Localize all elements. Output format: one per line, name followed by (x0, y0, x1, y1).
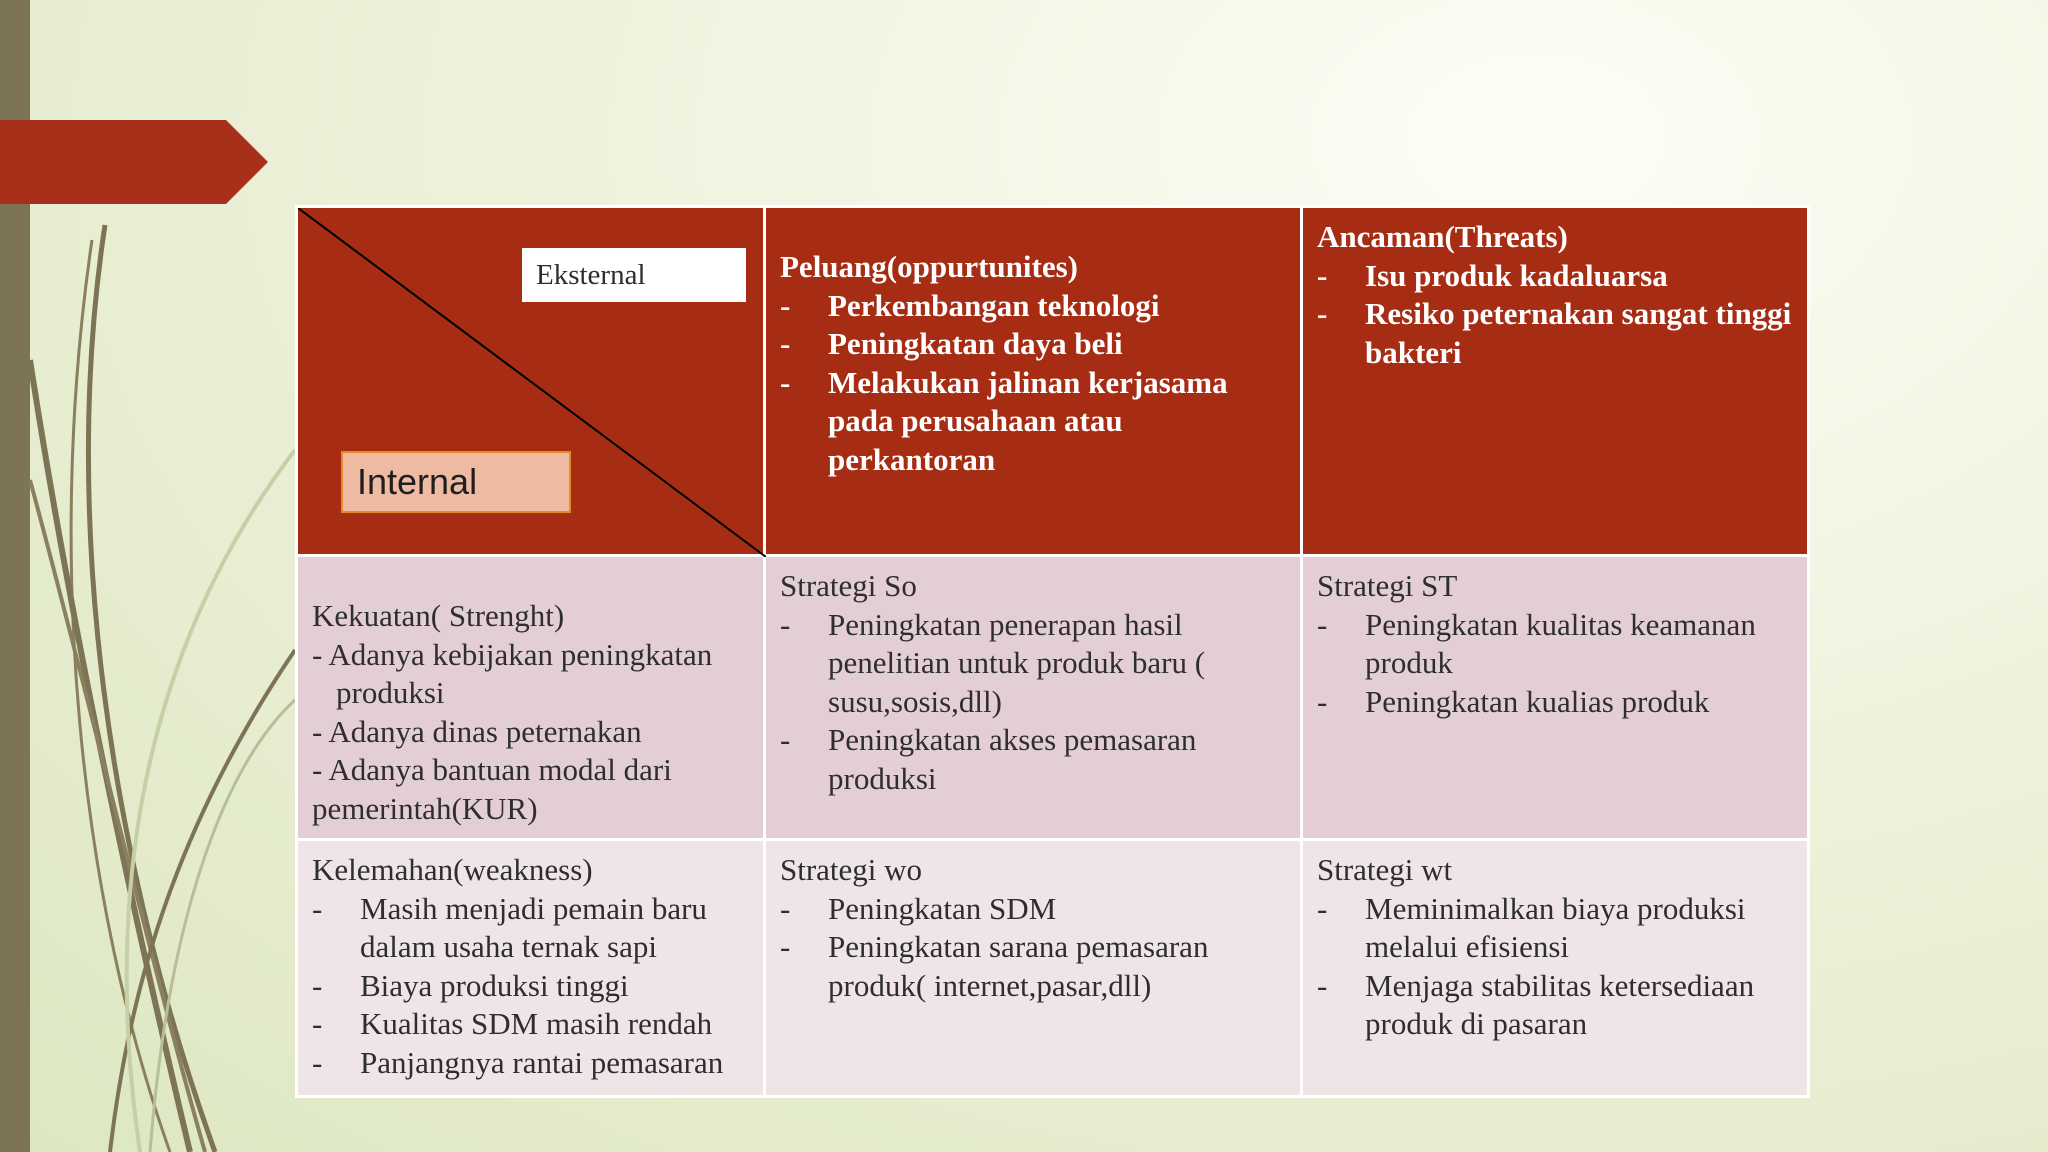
opportunities-cell (765, 207, 1302, 556)
opportunities-list (780, 287, 1286, 480)
strategy-st-list (1317, 606, 1793, 722)
strategy-so-cell (765, 556, 1302, 840)
list-item: - Perkembangan teknologi (780, 287, 1286, 326)
list-item: - Peningkatan penerapan hasil penelitian untuk produk baru ( susu,sosis,dll) (780, 606, 1286, 722)
list-item: - Peningkatan kualitas keamanan produk (1317, 606, 1793, 683)
weaknesses-title: Kelemahan(weakness) (312, 852, 593, 887)
weaknesses-cell (297, 840, 765, 1097)
list-item: - Peningkatan sarana pemasaran produk( internet,pasar,dll) (780, 928, 1286, 1005)
list-item: - Kualitas SDM masih rendah (312, 1005, 749, 1044)
list-item: - Masih menjadi pemain baru dalam usaha ternak sapi (312, 890, 749, 967)
list-item: - Peningkatan SDM (780, 890, 1286, 929)
strengths-line: - Adanya kebijakan peningkatan (312, 636, 713, 672)
strengths-line: - Adanya dinas peternakan (312, 713, 642, 749)
list-item: - Melakukan jalinan kerjasama pada perusahaan atau perkantoran (780, 364, 1286, 480)
strategy-wt-cell (1302, 840, 1809, 1097)
strengths-line: - Adanya bantuan modal dari (312, 752, 672, 787)
strategy-wo-title: Strategi wo (780, 852, 923, 887)
opportunities-title: Peluang(oppurtunites) (780, 249, 1078, 284)
list-item: - Peningkatan daya beli (780, 325, 1286, 364)
threats-cell (1302, 207, 1809, 556)
strategy-wo-list (780, 890, 1286, 1006)
strategy-wt-list (1317, 890, 1793, 1044)
strategy-st-title: Strategi ST (1317, 568, 1458, 603)
list-item: - Panjangnya rantai pemasaran (312, 1044, 749, 1083)
title-arrow-banner (0, 120, 268, 204)
threats-list (1317, 257, 1793, 373)
swot-table (295, 205, 1810, 1098)
list-item: - Peningkatan akses pemasaran produksi (780, 721, 1286, 798)
strengths-line: produksi (336, 675, 445, 710)
strengths-cell (297, 556, 765, 840)
external-label: Eksternal (522, 248, 746, 302)
strategy-wo-cell (765, 840, 1302, 1097)
list-item: - Biaya produksi tinggi (312, 967, 749, 1006)
strengths-title: Kekuatan( Strenght) (312, 598, 565, 633)
list-item: - Menjaga stabilitas ketersediaan produk di pasaran (1317, 967, 1793, 1044)
strategy-st-cell (1302, 556, 1809, 840)
strategy-so-title: Strategi So (780, 568, 917, 603)
strategy-so-list (780, 606, 1286, 799)
threats-title: Ancaman(Threats) (1317, 219, 1568, 254)
strengths-line: pemerintah(KUR) (312, 790, 538, 826)
internal-label: Internal (341, 451, 571, 513)
weaknesses-list (312, 890, 749, 1083)
list-item: - Resiko peternakan sangat tinggi bakteri (1317, 295, 1793, 372)
corner-cell (297, 207, 765, 556)
list-item: - Isu produk kadaluarsa (1317, 257, 1793, 296)
list-item: - Meminimalkan biaya produksi melalui efisiensi (1317, 890, 1793, 967)
strategy-wt-title: Strategi wt (1317, 852, 1453, 887)
list-item: - Peningkatan kualias produk (1317, 683, 1793, 722)
